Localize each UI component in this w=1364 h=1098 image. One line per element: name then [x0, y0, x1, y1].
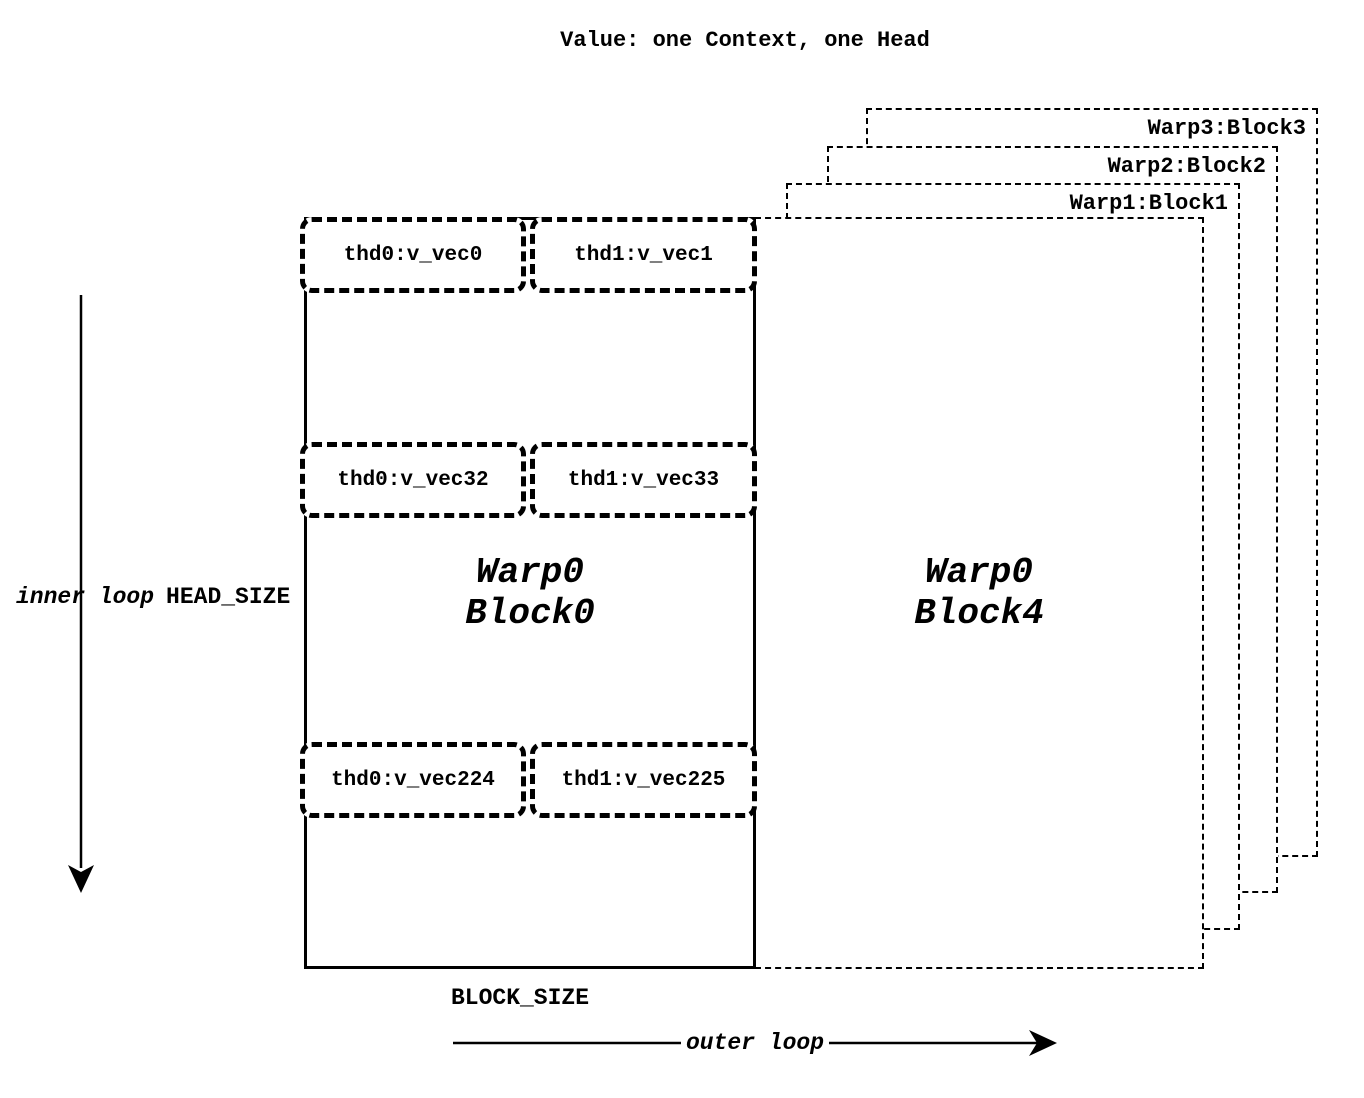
warp2-block2-label: Warp2:Block2 [1107, 154, 1266, 179]
block-size-label: BLOCK_SIZE [450, 985, 590, 1011]
thread-box-label: thd0:v_vec224 [331, 768, 495, 792]
thread-box-thd0-vvec0 [300, 217, 526, 293]
thread-box-label: thd1:v_vec33 [567, 468, 720, 492]
warp0-block4-title-line2: Block4 [914, 593, 1044, 634]
inner-loop-label: inner loop [16, 584, 155, 610]
warp0-block4-title [914, 552, 1044, 634]
thread-box-label: thd0:v_vec0 [343, 243, 483, 267]
inner-loop-head-size-label [16, 584, 290, 611]
outer-loop-label: outer loop [681, 1030, 829, 1057]
thread-box-label: thd1:v_vec225 [561, 768, 726, 792]
thread-box-label: thd0:v_vec32 [337, 468, 489, 492]
warp0-block0-title [465, 552, 595, 634]
warp0-block4-title-line1: Warp0 [924, 552, 1034, 593]
head-size-label: HEAD_SIZE [166, 584, 291, 610]
warp0-block0-title-line2: Block0 [465, 593, 595, 634]
thread-box-thd1-vvec33 [530, 442, 757, 518]
diagram-title: Value: one Context, one Head [560, 28, 930, 53]
thread-box-thd0-vvec224 [300, 742, 526, 818]
warp1-block1-label: Warp1:Block1 [1069, 191, 1228, 216]
warp3-block3-label: Warp3:Block3 [1147, 116, 1306, 141]
thread-box-thd1-vvec225 [530, 742, 757, 818]
thread-box-label: thd1:v_vec1 [574, 243, 713, 267]
warp0-block0-title-line1: Warp0 [475, 552, 585, 593]
thread-box-thd0-vvec32 [300, 442, 526, 518]
thread-box-thd1-vvec1 [530, 217, 757, 293]
